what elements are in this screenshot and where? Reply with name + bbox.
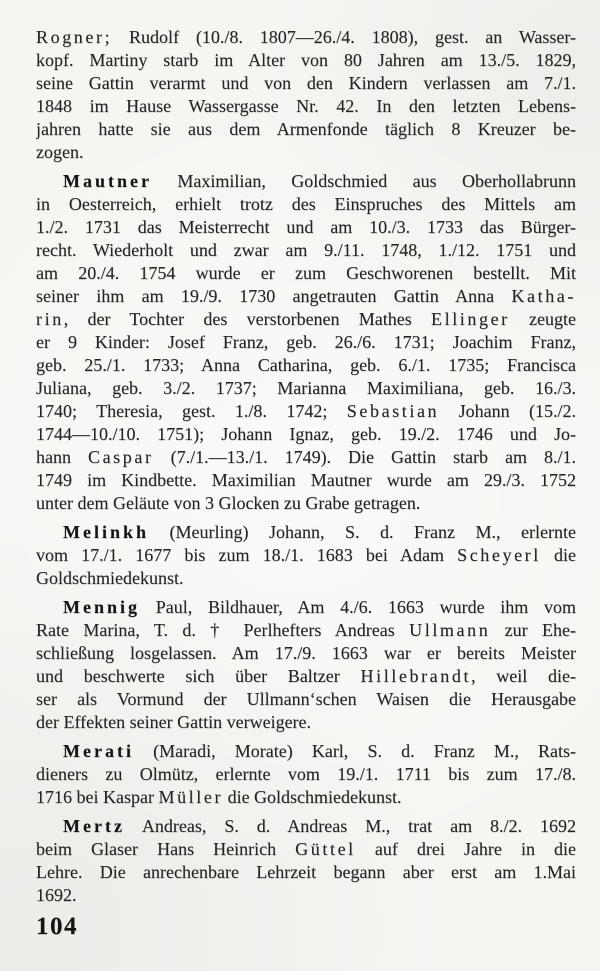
- text-run: (Maradi, Morate) Karl, S. d. Franz M., Rats-: [133, 741, 576, 761]
- text-run: Paul, Bildhauer, Am 4./6. 1663 wurde ihm vom: [140, 597, 576, 617]
- text-run: 1749 im Kindbette. Maximilian Mautner wurde am 29./3. 1752: [36, 470, 576, 490]
- text-run: Lehre. Die anrechenbare Lehrzeit begann aber erst am 1.Mai: [36, 862, 576, 882]
- text-line: [36, 239, 576, 262]
- letterspaced-name: Caspar: [87, 447, 154, 467]
- text-line: [36, 642, 576, 665]
- entry-headword: Melinkh: [63, 522, 150, 542]
- text-run: , der Tochter des verstorbenen Mathes: [63, 309, 431, 329]
- text-paragraph: [36, 521, 576, 590]
- text-line: [36, 469, 576, 492]
- text-run: geb. 25./1. 1733; Anna Catharina, geb. 6./1. 1735; Francisca: [36, 355, 576, 375]
- text-line: [36, 861, 576, 884]
- text-run: zogen.: [36, 142, 84, 162]
- text-run: 1848 im Hause Wassergasse Nr. 42. In den letzten Lebens-: [36, 96, 576, 116]
- text-line: [36, 521, 576, 544]
- text-run: er 9 Kinder: Josef Franz, geb. 26./6. 1731; Joachim Franz,: [36, 332, 576, 352]
- text-line: [36, 544, 576, 567]
- entry-headword: Merati: [63, 741, 134, 761]
- letterspaced-name: Scheyerl: [457, 545, 541, 565]
- letterspaced-name: Ellinger: [431, 309, 510, 329]
- text-line: [36, 72, 576, 95]
- text-line: [36, 354, 576, 377]
- text-run: recht. Wiederholt und zwar am 9./11. 1748, 1./12. 1751 und: [36, 240, 576, 260]
- text-line: [36, 492, 576, 515]
- text-line: [36, 619, 576, 642]
- text-run: kopf. Martiny starb im Alter von 80 Jahren am 13./5. 1829,: [36, 50, 576, 70]
- text-run: Johann (15./2.: [439, 401, 576, 421]
- text-paragraph: [36, 815, 576, 907]
- letterspaced-name: Müller: [158, 787, 224, 807]
- text-line: [36, 786, 576, 809]
- text-run: der Effekten seiner Gattin verweigere.: [36, 712, 312, 732]
- text-line: [36, 423, 576, 446]
- text-line: [36, 193, 576, 216]
- entry-headword: Mautner: [63, 171, 152, 191]
- text-line: [36, 170, 576, 193]
- text-line: [36, 596, 576, 619]
- letterspaced-name: Ullmann: [409, 620, 491, 640]
- text-run: Rudolf (10./8. 1807—26./4. 1808), gest. an Wasser-: [112, 27, 576, 47]
- text-run: , weil die-: [471, 666, 576, 686]
- text-run: 1./2. 1731 das Meisterrecht und am 10./3. 1733 das Bürger-: [36, 217, 576, 237]
- text-line: [36, 308, 576, 331]
- text-run: Goldschmiedekunst.: [36, 568, 184, 588]
- text-run: seine Gattin verarmt und von den Kindern verlassen am 7./1.: [36, 73, 576, 93]
- text-run: jahren hatte sie aus dem Armenfonde täglich 8 Kreuzer be-: [36, 119, 576, 139]
- letterspaced-name: rin: [36, 309, 64, 329]
- text-run: 1744—10./10. 1751); Johann Ignaz, geb. 19./2. 1746 und Jo-: [36, 424, 576, 444]
- text-paragraph: [36, 740, 576, 809]
- text-line: [36, 26, 576, 49]
- text-line: [36, 285, 576, 308]
- text-line: [36, 262, 576, 285]
- text-run: und beschwerte sich über Baltzer: [36, 666, 361, 686]
- text-run: 1692.: [36, 885, 77, 905]
- letterspaced-name: Rogner;: [36, 27, 113, 47]
- text-run: die Goldschmiedekunst.: [223, 787, 402, 807]
- text-run: Andreas, S. d. Andreas M., trat am 8./2. 1692: [124, 816, 576, 836]
- text-run: auf drei Jahre in die: [355, 839, 576, 859]
- text-run: vom 17./1. 1677 bis zum 18./1. 1683 bei Adam: [36, 545, 458, 565]
- text-run: seiner ihm am 19./9. 1730 angetrauten Gattin Anna: [36, 286, 512, 306]
- page-number: 104: [36, 913, 78, 940]
- text-line: [36, 118, 576, 141]
- text-run: unter dem Geläute von 3 Glocken zu Grabe getragen.: [36, 493, 421, 513]
- text-run: 1716 bei Kaspar: [36, 787, 159, 807]
- text-run: die: [540, 545, 576, 565]
- text-paragraph: [36, 26, 576, 164]
- text-line: [36, 377, 576, 400]
- text-run: in Oesterreich, erhielt trotz des Einspruches des Mittels am: [36, 194, 576, 214]
- text-run: dieners zu Olmütz, erlernte vom 19./1. 1711 bis zum 17./8.: [36, 764, 576, 784]
- text-line: [36, 400, 576, 423]
- text-line: [36, 815, 576, 838]
- text-run: (Meurling) Johann, S. d. Franz M., erlernte: [149, 522, 576, 542]
- text-line: [36, 141, 576, 164]
- letterspaced-name: Güttel: [295, 839, 356, 859]
- text-run: beim Glaser Hans Heinrich: [36, 839, 296, 859]
- text-paragraph: [36, 596, 576, 734]
- text-line: [36, 216, 576, 239]
- text-run: zur Ehe-: [490, 620, 576, 640]
- text-line: [36, 665, 576, 688]
- text-line: [36, 711, 576, 734]
- text-line: [36, 838, 576, 861]
- text-line: [36, 740, 576, 763]
- letterspaced-name: Katha-: [511, 286, 576, 306]
- text-run: Rate Marina, T. d. † Perlhefters Andreas: [36, 620, 410, 640]
- text-run: schließung losgelassen. Am 17./9. 1663 war er bereits Meister: [36, 643, 576, 663]
- letterspaced-name: Hillebrandt: [360, 666, 472, 686]
- text-run: Maximilian, Goldschmied aus Oberhollabrunn: [151, 171, 576, 191]
- letterspaced-name: Sebastian: [346, 401, 440, 421]
- text-run: 1740; Theresia, gest. 1./8. 1742;: [36, 401, 347, 421]
- text-line: [36, 331, 576, 354]
- entry-headword: Mertz: [63, 816, 125, 836]
- text-block: [36, 26, 576, 907]
- text-line: [36, 95, 576, 118]
- text-line: [36, 567, 576, 590]
- text-run: ser als Vormund der Ullmann‘schen Waisen die Herausgabe: [36, 689, 576, 709]
- text-line: [36, 446, 576, 469]
- entry-headword: Mennig: [63, 597, 141, 617]
- text-run: (7./1.—13./1. 1749). Die Gattin starb am 8./1.: [153, 447, 576, 467]
- text-line: [36, 884, 576, 907]
- text-run: am 20./4. 1754 wurde er zum Geschworenen bestellt. Mit: [36, 263, 576, 283]
- text-run: Juliana, geb. 3./2. 1737; Marianna Maximiliana, geb. 16./3.: [36, 378, 576, 398]
- text-paragraph: [36, 170, 576, 515]
- text-run: zeugte: [509, 309, 576, 329]
- text-line: [36, 763, 576, 786]
- text-line: [36, 688, 576, 711]
- text-line: [36, 49, 576, 72]
- text-run: hann: [36, 447, 88, 467]
